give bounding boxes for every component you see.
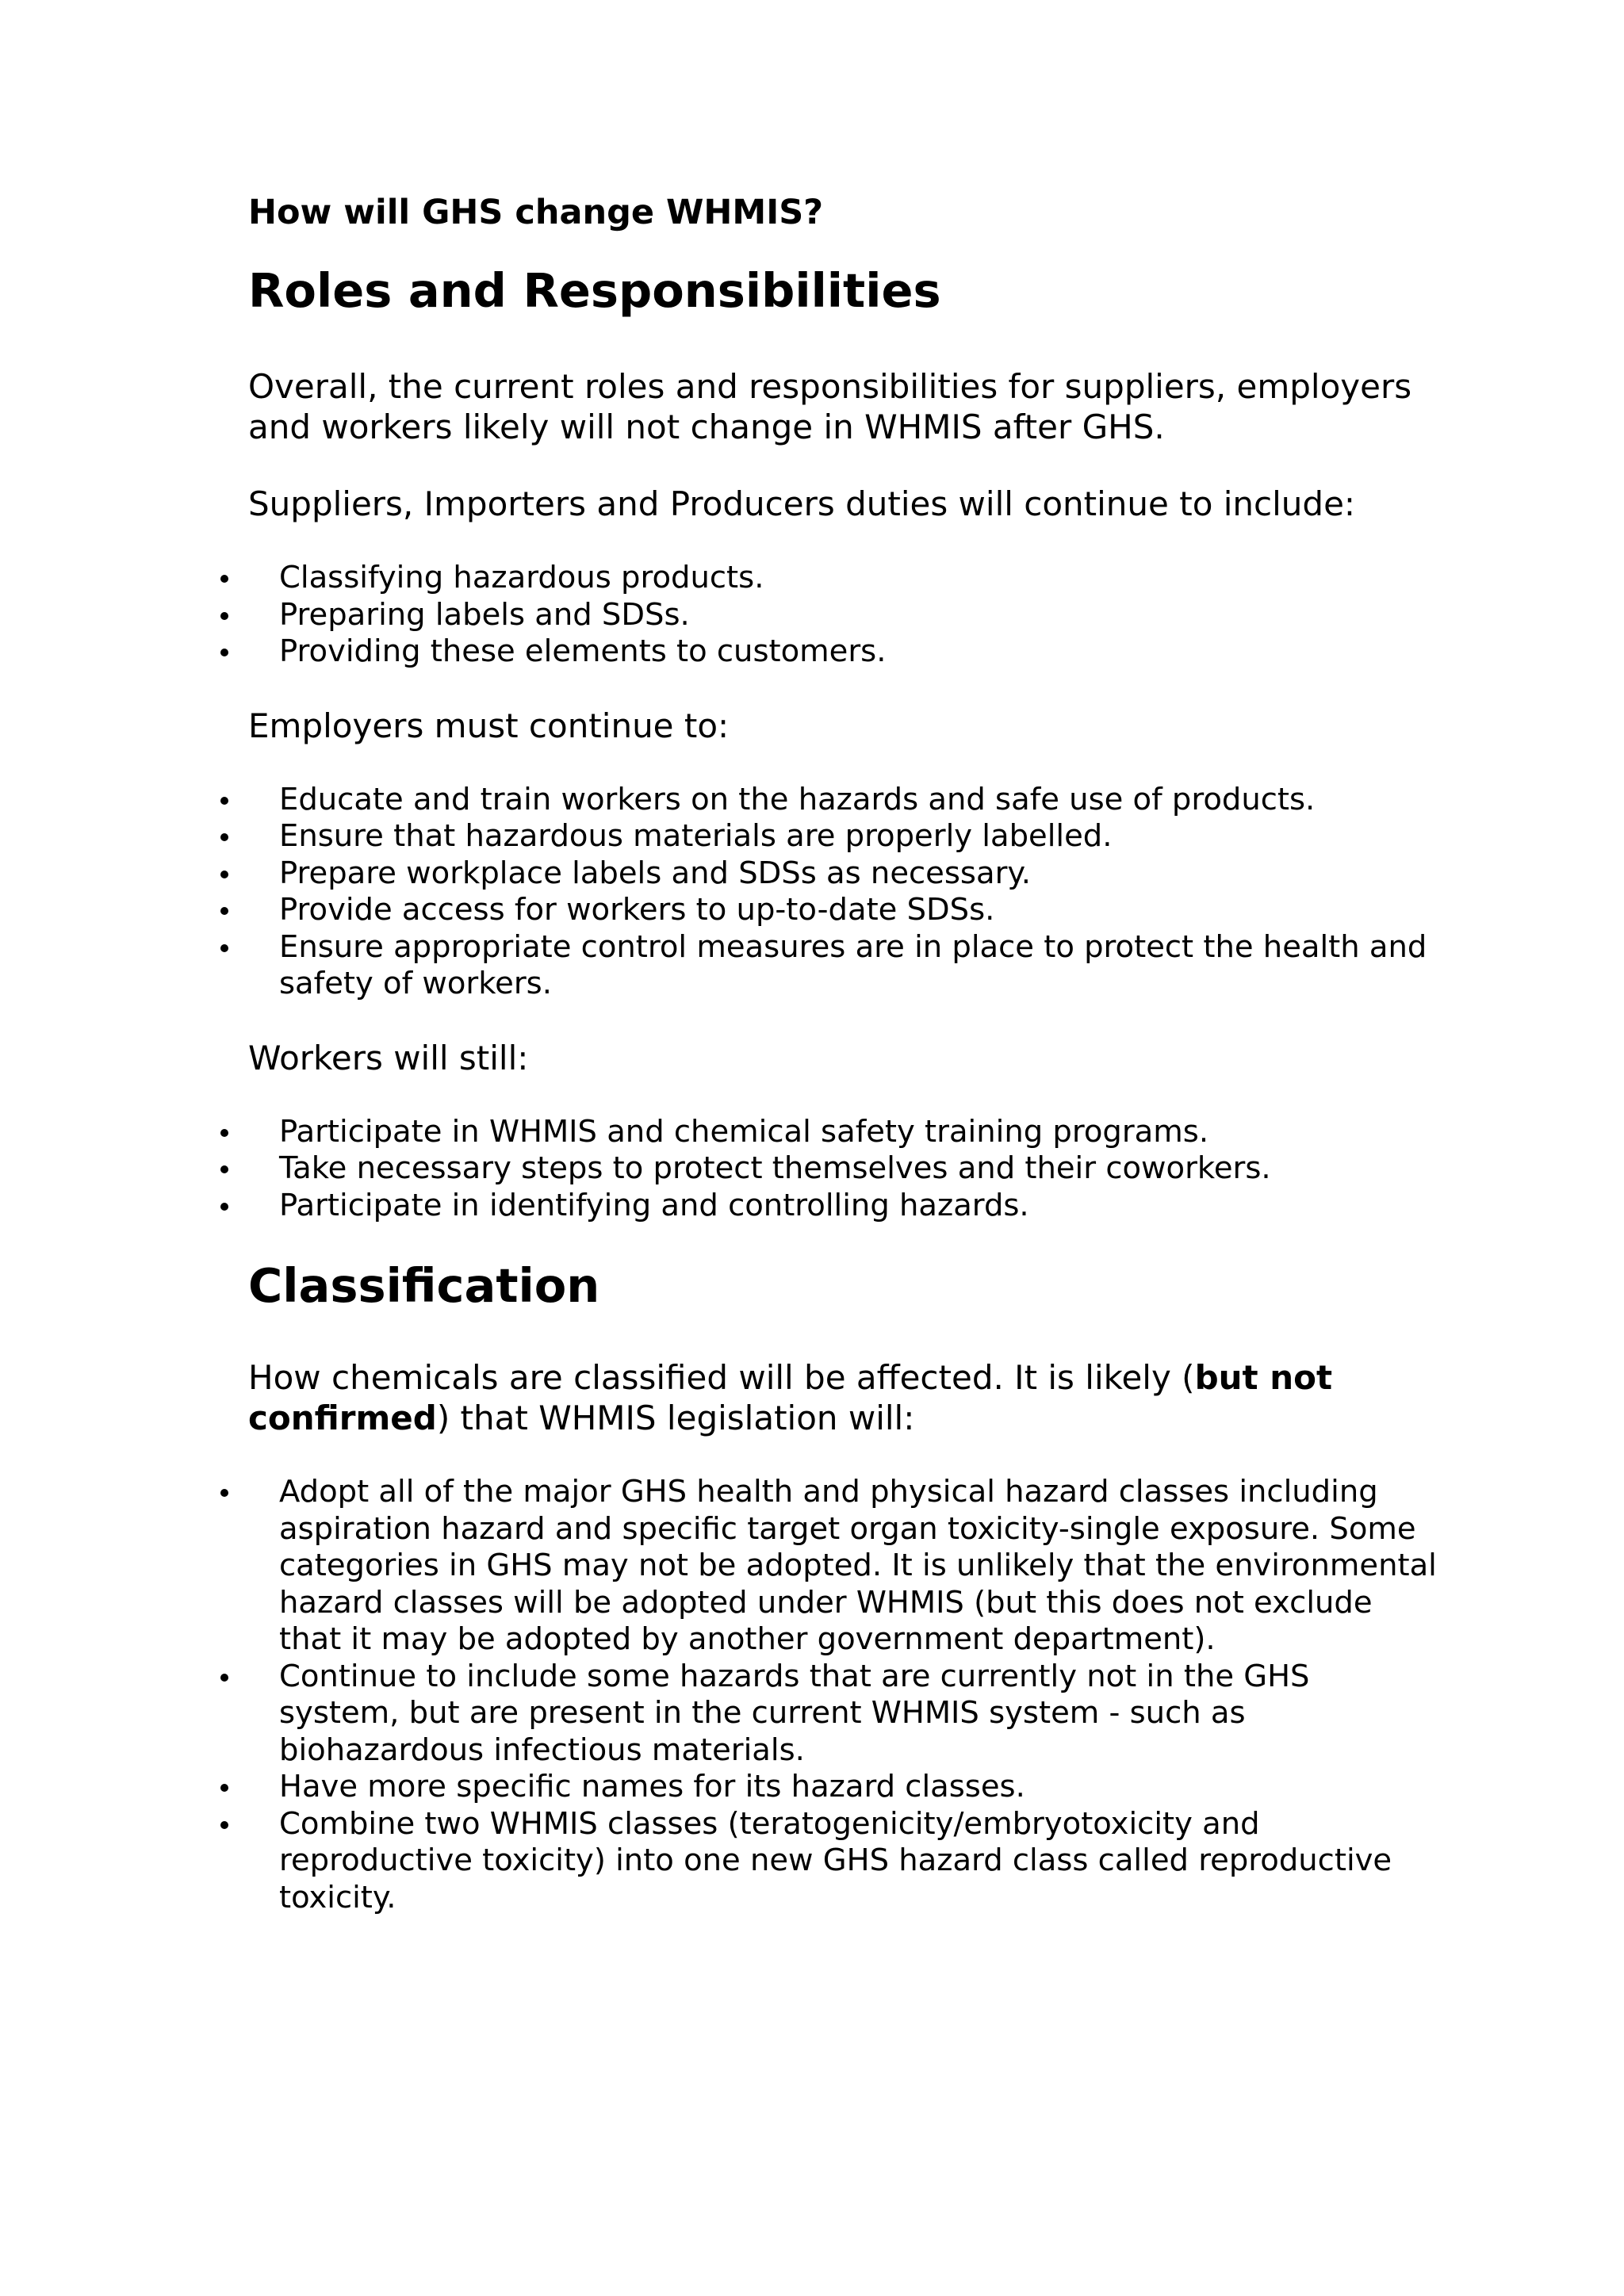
suppliers-duties-label: Suppliers, Importers and Producers duties will continue to include: [248, 484, 1356, 523]
list-item: Educate and train workers on the hazards and safe use of products. [216, 782, 1438, 819]
employers-duties-list [216, 782, 1438, 1003]
classification-intro-text-end: ) that WHMIS legislation will: [436, 1399, 915, 1437]
list-item: Preparing labels and SDSs. [216, 597, 1438, 634]
classification-intro-text: How chemicals are classified will be affected. It is likely ( [248, 1358, 1195, 1397]
list-item: Provide access for workers to up-to-date SDSs. [216, 892, 1438, 929]
classification-intro-paragraph [248, 1357, 1438, 1438]
list-item: Providing these elements to customers. [216, 633, 1438, 671]
roles-intro-paragraph: Overall, the current roles and responsibilities for suppliers, employers and workers likely will not change in WHMIS after GHS. [248, 367, 1412, 446]
workers-duties-label: Workers will still: [248, 1038, 529, 1077]
list-item: Take necessary steps to protect themselves and their coworkers. [216, 1150, 1438, 1188]
list-item: Have more specific names for its hazard classes. [216, 1769, 1438, 1806]
list-item: Ensure appropriate control measures are in place to protect the health and safety of workers. [216, 929, 1438, 1003]
classification-list [216, 1474, 1438, 1916]
list-item: Continue to include some hazards that are currently not in the GHS system, but are present in the current WHMIS system - such as biohazardous infectious materials. [216, 1659, 1438, 1770]
list-item: Participate in WHMIS and chemical safety training programs. [216, 1114, 1438, 1151]
document-title: How will GHS change WHMIS? [248, 193, 824, 232]
employers-duties-label: Employers must continue to: [248, 706, 730, 745]
list-item: Adopt all of the major GHS health and physical hazard classes including aspiration hazard and specific target organ toxicity-single exposure. Some categories in GHS may not be adopted. It is unlikely that the environmental hazard classes will be adopted under WHMIS (but this does not exclude that it may be adopted by another government department). [216, 1474, 1438, 1659]
list-item: Ensure that hazardous materials are properly labelled. [216, 818, 1438, 855]
classification-intro-emphasis: but not confirmed [248, 1358, 1333, 1437]
page-content [248, 190, 1438, 1916]
suppliers-duties-list [216, 560, 1438, 671]
list-item: Classifying hazardous products. [216, 560, 1438, 597]
list-item: Combine two WHMIS classes (teratogenicity/embryotoxicity and reproductive toxicity) into one new GHS hazard class called reproductive toxicity. [216, 1806, 1438, 1917]
heading-classification: Classification [248, 1258, 600, 1313]
list-item: Participate in identifying and controlling hazards. [216, 1188, 1438, 1225]
heading-roles-and-responsibilities: Roles and Responsibilities [248, 263, 941, 318]
list-item: Prepare workplace labels and SDSs as necessary. [216, 855, 1438, 893]
workers-duties-list [216, 1114, 1438, 1225]
